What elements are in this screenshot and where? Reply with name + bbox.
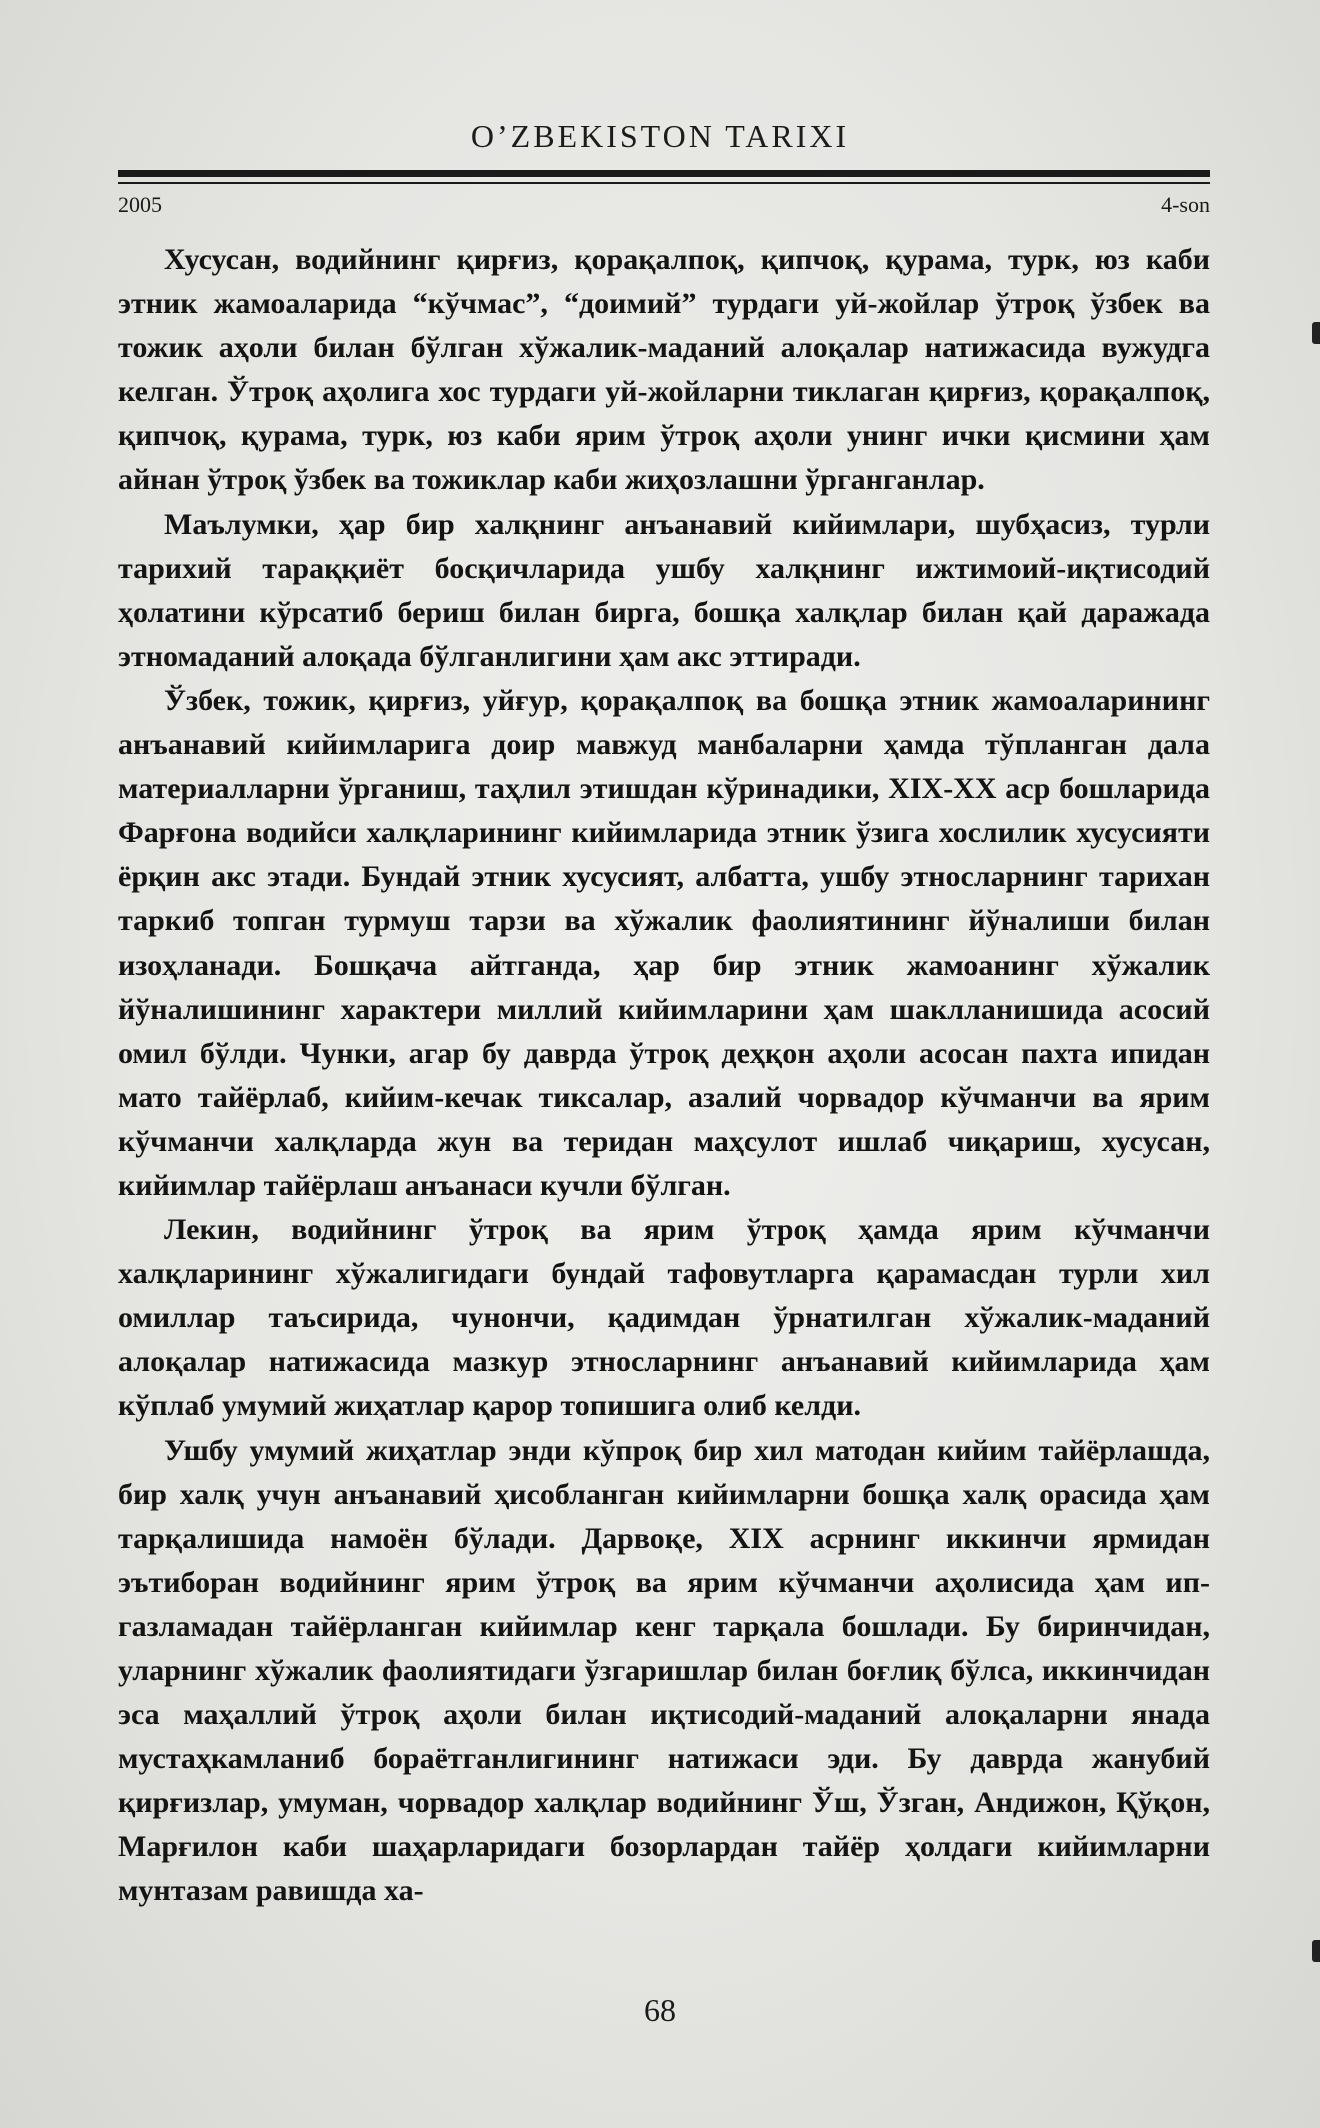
article-body <box>118 238 1210 1914</box>
scan-edge-mark <box>1312 1940 1320 1962</box>
journal-title: O’ZBEKISTON TARIXI <box>470 118 850 154</box>
paragraph-2: Маълумки, ҳар бир халқнинг анъанавий кийимлари, шубҳасиз, турли тарихий тараққиёт босқичларида ушбу халқнинг ижтимоий-иқтисодий ҳолатини кўрсатиб бериш билан бирга, бошқа халқлар билан қай даражада этномаданий алоқада бўлганлигини ҳам акс эттиради. <box>118 507 1210 673</box>
paragraph-5: Ушбу умумий жиҳатлар энди кўпроқ бир хил матодан кийим тайёрлашда, бир халқ учун анъанавий ҳисобланган кийимларни бошқа халқ орасида ҳам тарқалишида намоён бўлади. Дарвоқе, XIX асрнинг иккинчи ярмидан эътиборан водийнинг ярим ўтроқ ва ярим кўчманчи аҳолисида ҳам ип-газламадан тайёрланган кийимлар кенг тарқала бошлади. Бу биринчидан, уларнинг хўжалик фаолиятидаги ўзгаришлар билан боғлиқ бўлса, иккинчидан эса маҳаллий ўтроқ аҳоли билан иқтисодий-маданий алоқаларни янада мустаҳкамланиб бораётганлигининг натижаси эди. Бу даврда жанубий қирғизлар, умуман, чорвадор халқлар водийнинг Ўш, Ўзган, Андижон, Қўқон, Марғилон каби шаҳарларидаги бозорлардан тайёр ҳолдаги кийимларни мунтазам равишда ха- <box>118 1433 1210 1908</box>
issue-number: 4-son <box>1161 192 1210 217</box>
paragraph-3: Ўзбек, тожик, қирғиз, уйғур, қорақалпоқ ва бошқа этник жамоаларининг анъанавий кийимларига доир мавжуд манбаларни ҳамда тўпланган дала материалларни ўрганиш, таҳлил этишдан кўринадики, XIX-XX аср бошларида Фарғона водийси халқларининг кийимларида этник ўзига хослилик хусусияти ёрқин акс этади. Бундай этник хусусият, албатта, ушбу этносларнинг тарихан таркиб топган турмуш тарзи ва хўжалик фаолиятининг йўналиши билан изоҳланади. Бошқача айтганда, ҳар бир этник жамоанинг хўжалик йўналишининг характери миллий кийимларини ҳам шаклланишида асосий омил бўлди. Чунки, агар бу даврда ўтроқ деҳқон аҳоли асосан пахта ипидан мато тайёрлаб, кийим-кечак тиксалар, азалий чорвадор кўчманчи ва ярим кўчманчи халқларда жун ва теридан маҳсулот ишлаб чиқариш, хусусан, кийимлар тайёрлаш анъанаси кучли бўлган. <box>118 683 1210 1202</box>
header-rule-thick <box>118 170 1210 177</box>
paragraph-4: Лекин, водийнинг ўтроқ ва ярим ўтроқ ҳамда ярим кўчманчи халқларининг хўжалигидаги бундай тафовутларга қарамасдан турли хил омиллар таъсирида, чунончи, қадимдан ўрнатилган хўжалик-маданий алоқалар натижасида мазкур этносларнинг анъанавий кийимларида ҳам кўплаб умумий жиҳатлар қарор топишига олиб келди. <box>118 1213 1210 1423</box>
scan-edge-mark <box>1312 322 1320 344</box>
page-number: 68 <box>644 1992 676 2028</box>
header-rule-thin <box>118 182 1210 184</box>
issue-year: 2005 <box>118 192 162 217</box>
paragraph-1: Хусусан, водийнинг қирғиз, қорақалпоқ, қипчоқ, қурама, турк, юз каби этник жамоаларида “кўчмас”, “доимий” турдаги уй-жойлар ўтроқ ўзбек ва тожик аҳоли билан бўлган хўжалик-маданий алоқалар натижасида вужудга келган. Ўтроқ аҳолига хос турдаги уй-жойларни тиклаган қирғиз, қорақалпоқ, қипчоқ, қурама, турк, юз каби ярим ўтроқ аҳоли унинг ички қисмини ҳам айнан ўтроқ ўзбек ва тожиклар каби жиҳозлашни ўрганганлар. <box>118 243 1210 497</box>
